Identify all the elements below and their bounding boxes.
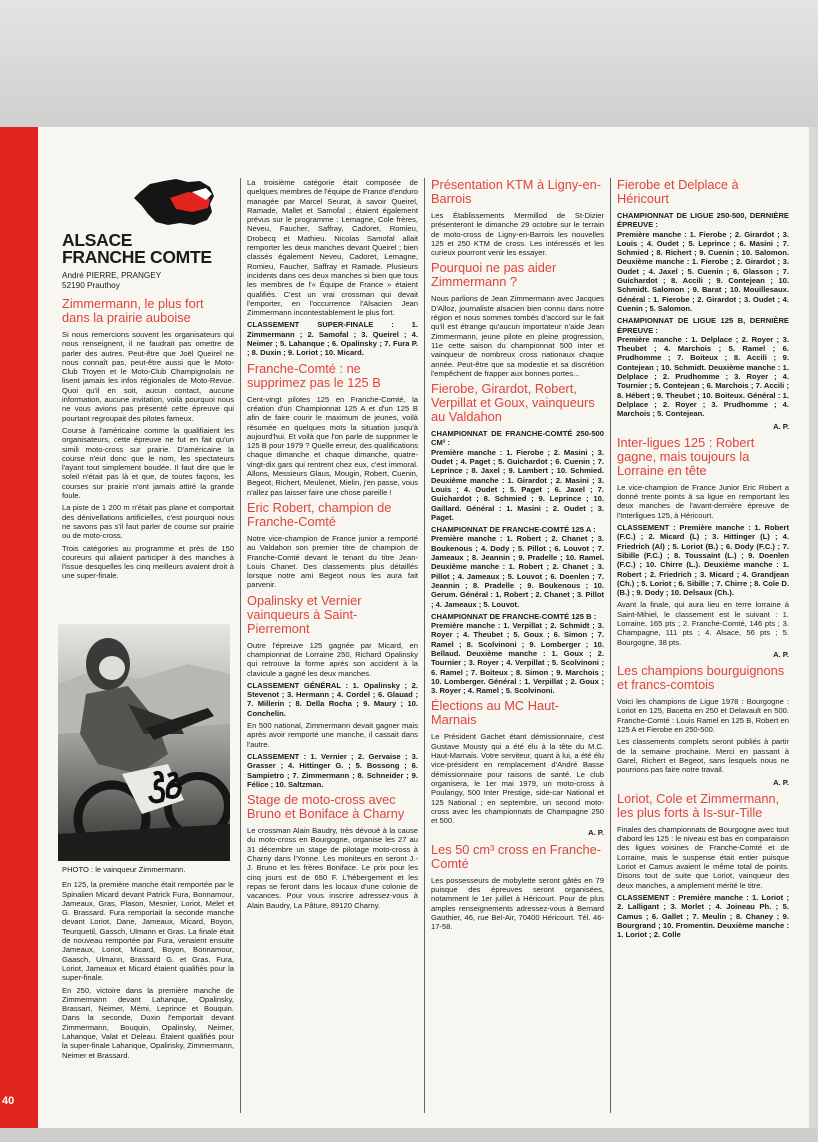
article-heading: Opalinsky et Vernier vainqueurs à Saint-Pierremont	[247, 592, 362, 636]
article-paragraph: Les Établissements Mermillod de St-Dizier présenteront le dimanche 29 octobre sur le terrain de moto-cross de Ligny-en-Barrois les nouvelles 125 et 250 KTM de cross. Les intéressés et les curieux pourront venir les essayer.	[431, 211, 604, 258]
author-address: 52190 Prauthoy	[62, 281, 120, 290]
region-title: FRANCHE COMTE	[62, 247, 212, 267]
article-paragraph: Le Président Gachet étant démissionnaire, c'est Gustave Mousty qui a été élu à la tête du M.C. Haut-Marnais. Votre serviteur, quant à lui, a été élu vice-président en remplacement d'André Basse démissionnaire pour raisons de santé. Le club organisera, le 1er mai 1979, un moto-cross à Poulangy, 500 Inter Prestige, side-car National et 125 National ; en septembre, un second moto-cross avec les championnats de Champagne 250 et 500.	[431, 732, 604, 826]
article-paragraph: Outre l'épreuve 125 gagnée par Micard, en championnat de Lorraine 250, Richard Opalinsky qui retrouve la forme après son accident à la clavicule a gagné les deux manches.	[247, 640, 418, 678]
article-paragraph: Le crossman Alain Baudry, très dévoué à la cause du moto-cross en Bourgogne, organise les 27 au 31 décembre un stage de pilotage moto-cross à Charny dans l'Yonne. Les moniteurs en seront J.-J. Bruno et les frères Boniface. Le prix pour les cinq jours est de 650 F. L'hébergement et les repas se feront dans les locaux d'une colonie de vacances. Pour vous inscrire adressez-vous à Alain Baudry, La Pâture, 89120 Charny.	[247, 826, 418, 910]
article-heading: Les 50 cm³ cross en Franche-Comté	[431, 841, 601, 871]
article-heading: Pourquoi ne pas aider Zimmermann ?	[431, 260, 557, 290]
article-heading: Loriot, Cole et Zimmermann, les plus forts à Is-sur-Tille	[617, 790, 780, 820]
article-paragraph: Course à l'américaine comme la qualifiaient les organisateurs, cette épreuve ne fut en fait qu'un simili moto-cross sur prairie. D'américaine la course n'eut donc que le nom, les spectateurs l'ayant tout simplement boudée. Il faut dire que le soleil n'était pas là et que, de toutes façons, les courses sur prairie n'ont jamais attiré la grande foule.	[62, 425, 234, 501]
article-heading: Zimmermann, le plus fort dans la prairie auboise	[62, 297, 204, 325]
author-signature: A. P.	[773, 777, 789, 787]
article-paragraph: La troisième catégorie était composée de quelques membres de l'équipe de France d'enduro managée par Marcel Seurat, à savoir Queirel, Ramade, Mallet et Samofal ; étaient également prévus sur le programme : Lemagne, Cole frères, Neveu, Faucher, Saffray, Cadoret, Romieu, Drobecq et Mathieu. Nicolas Samofal allait remporter les deux manches devant Queirel ; bien classés également Neveu, Cadoret, Lemagne, Romieu, Faucher, Saffray et Ramade. Plusieurs incidents dans ces deux manches si bien que tous les membres de l'« Équipe de France » étaient qualifiés. C'est un vrai crossman qui devait l'emporter, en l'occurrence l'Alsacien Jean Zimmermann incontestablement le plus fort.	[247, 178, 418, 318]
championship-title: CHAMPIONNAT DE FRANCHE-COMTÉ 125 A :	[431, 525, 596, 535]
article-paragraph: En 250, victoire dans la première manche de Zimmermann devant Lahanque, Opalinsky, Brassart, Neimer, Mémi, Leprince et Bouquin. Dans la seconde, Duxin l'emportait devant Zimmermann, Bouquin, Opalinsky, Neimer, Lahanque, Valat et Deleau. Étaient qualifiés pour la super-finale Lahanque, Opalinsky, Zimmermann, Neimer et Brassard.	[62, 985, 234, 1060]
scan-margin-bottom	[0, 1128, 818, 1142]
results-text: CLASSEMENT : Première manche : 1. Robert (F.C.) ; 2. Micard (L) ; 3. Hittinger (L) ; 4. Friedrich (Al) ; 5. Loriot (B.) ; 6. Dody (F.C.) ; 7. Sibille (F.C.) ; 8. Toussaint (L.) ; 9. Doenlen (F.C.) ; 10. Chirre (L.). Deuxième manche : 1. Robert ; 2. Friedrich ; 3. Micard ; 4. Grandjean (Ch.) ; 5. Loriot ; 6. Sibille ; 7. Chirre ; 8. Cole D. (B.) ; 9. Dody ; 10. Delsaux (Ch.).	[617, 523, 789, 598]
article-heading: Inter-ligues 125 : Robert gagne, mais toujours la Lorraine en tête	[617, 434, 755, 478]
article-heading: Présentation KTM à Ligny-en-Barrois	[431, 178, 601, 206]
results-text: CLASSEMENT : 1. Vernier ; 2. Gervaise ; 3. Grasser ; 4. Hittinger G. ; 5. Bossong ; 6. Sampietro ; 7. Zimmermann ; 8. Schneider ; 9. Félice ; 10. Saltzman.	[247, 751, 418, 789]
championship-title: CHAMPIONNAT DE FRANCHE-COMTÉ 250-500 CM³ :	[431, 429, 604, 448]
author-signature: A. P.	[588, 828, 604, 838]
france-map-icon	[130, 178, 224, 228]
red-page-edge	[0, 127, 38, 1128]
author-signature: A. P.	[773, 649, 789, 659]
article-paragraph: Nous parlions de Jean Zimmermann avec Jacques D'Alloz, journaliste alsacien bien connu dans notre région et nous sommes tombés d'accord sur le fait qu'il est étrange qu'aucun importateur n'aide Jean Zimmermann, jeune pilote en pleine progression, 11e cette saison du championnat 500 inter et vainqueur de nombreux cross nationaux chaque année. Peut-être que sa modestie et sa discrétion l'empêchent de frapper aux bonnes portes...	[431, 294, 604, 378]
photo-caption: PHOTO : le vainqueur Zimmermann.	[62, 865, 186, 874]
article-paragraph: Si nous remercions souvent les organisateurs qui nous renseignent, il ne faudrait pas omettre de parler des autres. Peut-être que Joël Queirel ne nous connaît pas, peut-être aussi que le Moto-Club Troyen et le Moto-Club Champignolais ne lisent jamais les infos régionales de Moto-Revue. Quoi qu'il en soit, aucun contact, aucune information, aucune invitation, voilà pourquoi nous ne vous avions pas présenté cette épreuve qui pourtant regroupait des pilotes fameux.	[62, 330, 234, 423]
championship-title: CHAMPIONNAT DE LIGUE 125 B, DERNIÈRE ÉPREUVE :	[617, 316, 789, 335]
article-paragraph: Avant la finale, qui aura lieu en terre lorraine à Saint-Mihiel, le classement est le suivant : 1. Lorraine, 165 pts ; 2. Franche-Comté, 146 pts ; 3. Champagne, 111 pts ; 4. Alsace, 56 pts ; 5. Bourgogne, 38 pts.	[617, 600, 789, 647]
results-text: Première manche : 1. Robert ; 2. Chanet ; 3. Boukenous ; 4. Dody ; 5. Pillot ; 6. Louvot ; 7. Jameaux ; 8. Jeannin ; 9. Pradelle ; 10. Ramel. Deuxième manche : 1. Robert ; 2. Chanet ; 3. Pillot ; 4. Jameaux ; 5. Louvot ; 6. Doenlen ; 7. Jeannin ; 8. Pradelle ; 9. Boukenous ; 10. Gerum. Général : 1. Robert ; 2. Chanet ; 3. Pillot ; 4. Jameaux ; 5. Louvot.	[431, 534, 604, 609]
championship-title: CHAMPIONNAT DE LIGUE 250-500, DERNIÈRE ÉPREUVE :	[617, 211, 789, 230]
article-paragraph: En 125, la première manche était remportée par le Spinalien Micard devant Patrick Fura, Bonnamour, Jameaux, Gras, Plason, Mesnier, Loriot, Melet et G. Brassard. Fura remportait la seconde manche devant Loriot, Dane, Jameaux, Micard, Boyon, Teurquetil, Gassch, Ulmann et Gras. La finale était de nouveau remportée par Fura, venaient ensuite Jameaux, Loriot, Micard, Boyon, Bonnamour, Gaasch, Ulmann, Brassard G. et Gras. Fura, Loriot, Jameaux et Micard étaient qualifiés pour la super-finale.	[62, 880, 234, 983]
article-heading: Les champions bourguignons et francs-comtois	[617, 663, 785, 693]
article-paragraph: La piste de 1 200 m n'était pas plane et comportait des dénivellations artificielles, c'est pourquoi nous ne savons pas s'il faut parler de course sur prairie ou de moto-cross.	[62, 503, 234, 541]
article-heading: Eric Robert, champion de Franche-Comté	[247, 499, 392, 529]
article-paragraph: Cent-vingt pilotes 125 en Franche-Comté, la création d'un Championnat 125 A et d'un 125 B afin de faire courir le maximum de jeunes, voilà résumée en quelques mots la situation jusqu'à aujourd'hui. Et voilà que l'on parle de supprimer le 125 B pour 1979 ? Quelle erreur, des qualifications chaque dimanche et chaque dimanche, quatre-vingt-dix gars qui rentrent chez eux, c'est immoral. Allons, Messieurs Glaus, Mougin, Robert, Cuenin, Begeot, Richert, Meulenet, Mielin, j'en passe, vous n'allez pas laisser faire une chose pareille !	[247, 394, 418, 497]
results-text: CLASSEMENT : Première manche : 1. Loriot ; 2. Lalligant ; 3. Morlet ; 4. Joineau Ph. ; 5. Camus ; 6. Gallet ; 7. Meulin ; 8. Chaney ; 9. Bourgrand ; 10. Fromentin. Deuxième manche : 1. Loriot ; 2. Colle	[617, 892, 789, 940]
author-name: André PIERRE, PRANGEY	[62, 271, 162, 280]
page-number: 40	[2, 1095, 15, 1107]
article-paragraph: Notre vice-champion de France junior a remporté au Valdahon son premier titre de champion de Franche-Comté devant le tenant du titre Jean-Louis Chanet. Des classements plus détaillés lorsque notre ami Begeot nous les aura fait parvenir.	[247, 533, 418, 590]
article-heading: Fierobe et Delplace à Héricourt	[617, 178, 739, 206]
author-signature: A. P.	[773, 421, 789, 431]
region-title: ALSACE	[62, 232, 133, 250]
article-paragraph: Le vice-champion de France Junior Eric Robert a donné trente points à sa ligue en remportant les deux manches de l'avant-dernière épreuve de l'Interligues 125, à Héricourt.	[617, 482, 789, 520]
article-paragraph: Les possesseurs de mobylette seront gâtés en 79 puisque des épreuves seront organisées, notamment le 1er juillet à Héricourt. Pour de plus amples renseignements adressez-vous à Bernard Gauthier, 46, rue Bel-Air, 70400 Héricourt. Tél. 46-17-58.	[431, 875, 604, 932]
article-paragraph: En 500 national, Zimmermann devait gagner mais après avoir remporté une manche, il cassait dans l'autre.	[247, 721, 418, 749]
article-heading: Franche-Comté : ne supprimez pas le 125 B	[247, 360, 381, 390]
column-divider	[240, 178, 241, 1113]
column-divider	[610, 178, 611, 1113]
race-photo	[58, 624, 230, 861]
results-text: Première manche : 1. Delplace ; 2. Royer ; 3. Theubet ; 4. Marchois ; 5. Ramel ; 6. Prudhomme ; 7. Boiteux ; 8. Accili ; 9. Contejean ; 10. Schmidt. Deuxième manche : 1. Delplace ; 2. Prudhomme ; 3. Royer ; 4. Tournier ; 5. Contejean ; 6. Marchois ; 7. Accili ; 8. Hébert ; 9. Theubet ; 10. Boiteux. Général : 1. Delplace ; 2. Royer ; 3. Prudhomme ; 4. Marchois ; 5. Contejean.	[617, 334, 789, 419]
scan-margin-top	[0, 0, 818, 127]
results-text: CLASSEMENT GÉNÉRAL : 1. Opalinsky ; 2. Stevenot ; 3. Hermann ; 4. Cordel ; 6. Glauad ; 7. Millerin ; 8. Della Rocha ; 9. Maury ; 10. Conchelin.	[247, 680, 418, 718]
article-heading: Fierobe, Girardot, Robert, Verpillat et Goux, vainqueurs au Valdahon	[431, 381, 595, 425]
results-text: Première manche : 1. Fierobe ; 2. Girardot ; 3. Louis ; 4. Oudet ; 5. Leprince ; 6. Masini ; 7. Schmied ; 8. Richert ; 9. Cuenin ; 10. Salomon. Deuxième manche : 1. Fierobe ; 2. Girardot ; 3. Oudet ; 4. Jaxel ; 5. Cuenin ; 6. Glasson ; 7. Guichardot ; 8. Accili ; 9. Contejean ; 10. Schmidt. Salomon ; 9. Barat ; 10. Mouillesaux. Général : 1. Fierobe ; 2. Girardot ; 3. Oudet ; 4. Cuenin ; 5. Salomon.	[617, 229, 789, 313]
article-paragraph: Trois catégories au programme et près de 150 coureurs qui allaient participer à des manches à l'issue desquelles les cinq meilleurs avaient droit à une super-finale.	[62, 543, 234, 581]
results-text: Première manche : 1. Fierobe ; 2. Masini ; 3. Oudet ; 4. Paget ; 5. Guichardot ; 6. Cuenin ; 7. Leprince ; 8. Jaxel ; 9. Lambert ; 10. Schmied. Deuxième manche : 1. Girardot ; 2. Masini ; 3. Louis ; 4. Oudet ; 5. Paget ; 6. Jaxel ; 7. Guichardot ; 8. Schmied ; 9. Leprince ; 10. Gaillard. Général : 1. Masini ; 2. Oudet ; 3. Paget.	[431, 447, 604, 522]
article-heading: Stage de moto-cross avec Bruno et Boniface à Charny	[247, 792, 405, 822]
article-paragraph: Les classements complets seront publiés à partir de la semaine prochaine. Merci en passant à Garel, Richert et Begeot, sans lesquels nous ne pourrions pas faire notre travail.	[617, 737, 789, 775]
results-text: CLASSEMENT SUPER-FINALE : 1. Zimmermann ; 2. Samofal ; 3. Queirel ; 4. Neimer ; 5. Lahanque ; 6. Opalinsky ; 7. Fura P. ; 8. Duxin ; 9. Loriot ; 10. Micard.	[247, 320, 418, 358]
article-paragraph: Voici les champions de Ligue 1978 : Bourgogne : Loriot en 125, Bacetta en 250 et Delavault en 500. Franche-Comté : Louis Ramel en 125 B, Robert en 125 A et Fierobe en 250-500.	[617, 697, 789, 735]
article-paragraph: Finales des championnats de Bourgogne avec tout d'abord les 125 : le niveau est bas en comparaison des ligues voisines de Franche-Comté et de Lorraine, mais le suspense était entier puisque Loriot et Camus avaient le même total de points. Disons tout de suite que Loriot, vainqueur des deux manches, a amplement mérité le titre.	[617, 824, 789, 890]
column-divider	[424, 178, 425, 1113]
article-heading: Élections au MC Haut-Marnais	[431, 698, 560, 728]
championship-title: CHAMPIONNAT DE FRANCHE-COMTÉ 125 B :	[431, 611, 597, 621]
results-text: Première manche : 1. Verpillat ; 2. Schmidt ; 3. Royer ; 4. Theubet ; 5. Goux ; 6. Simon ; 7. Ramel ; 8. Scolvinoni ; 9. Lomberger ; 10. Bellaud. Deuxième manche : 1. Goux ; 2. Tournier ; 3. Royer ; 4. Verpillat ; 5. Scolvinoni ; 6. Ramel ; 7. Boiteux ; 8. Simon ; 9. Marchois ; 10. Lomberger. Général : 1. Verpillat ; 2. Goux ; 3. Royer ; 4. Ramel ; 5. Scolvinoni.	[431, 621, 604, 696]
